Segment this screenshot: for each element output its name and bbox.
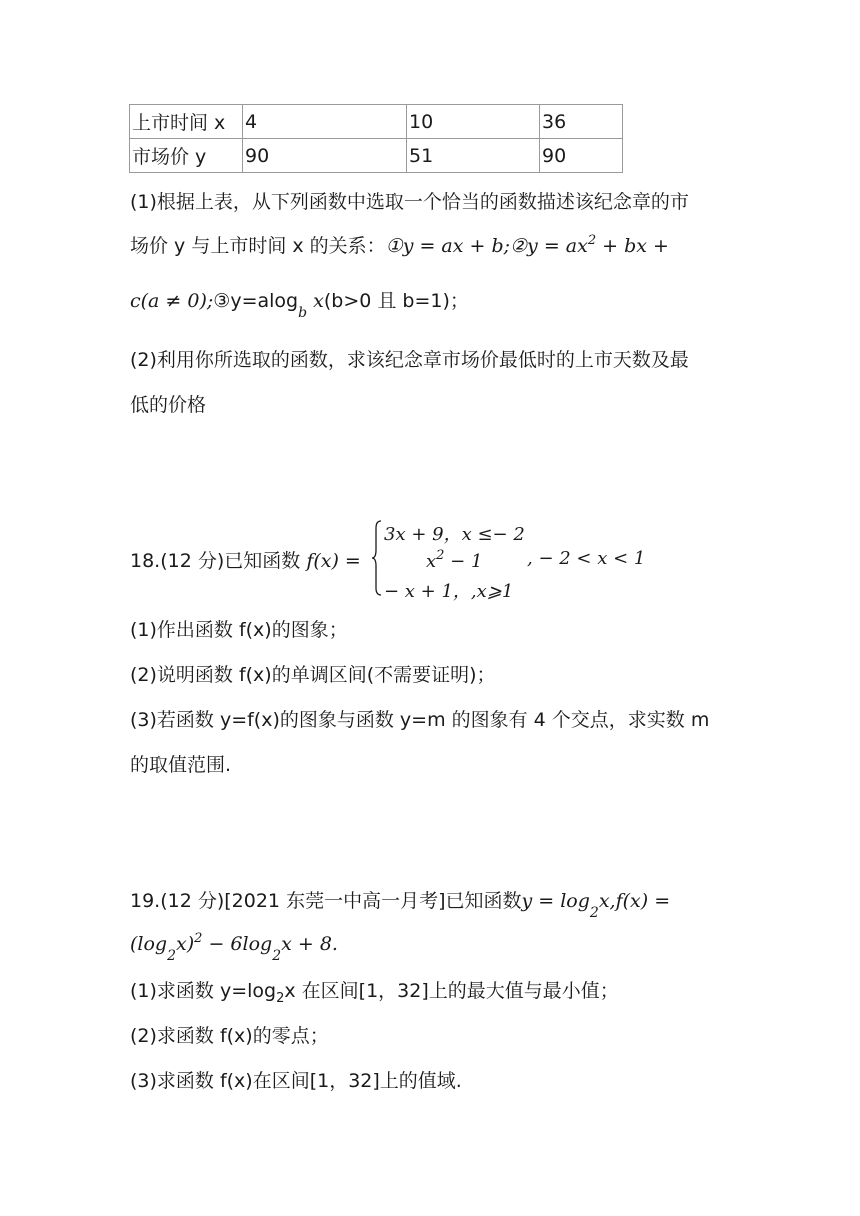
q17-part1-line2: [130, 231, 669, 258]
q18-function-name: 𝑓(𝑥) =: [306, 550, 361, 572]
table-cell: 上市时间 x: [130, 105, 243, 139]
q18-part3-line2: 的取值范围.: [130, 754, 232, 776]
q17-log-arg: 𝑥: [307, 290, 324, 312]
q18-stem: [130, 546, 361, 573]
q17-function-options: ①𝑦 = 𝑎𝑥 + 𝑏;②𝑦 = 𝑎𝑥: [385, 235, 588, 257]
q19-part1-text-tail: x 在区间[1，32]上的最大值与最小值；: [284, 980, 619, 1002]
table-cell: 市场价 y: [130, 139, 243, 173]
q19-part1-sub: 2: [276, 991, 285, 1006]
q17-log-option: ③y=alog: [213, 290, 299, 312]
q18-case-2-condition: , − 2 < 𝑥 < 1: [527, 548, 646, 569]
q19-stem-math-tail: 𝑥,𝑓(𝑥) =: [598, 890, 671, 912]
q19-stem-text: 19.(12 分)[2021 东莞一中高一月考]已知函数: [130, 890, 522, 912]
q19-def-part: 𝑥 + 8.: [281, 933, 338, 955]
q19-part1-text: (1)求函数 y=log: [130, 980, 277, 1002]
table-cell: 36: [540, 105, 623, 139]
q19-part3: (3)求函数 f(x)在区间[1，32]上的值域.: [130, 1070, 462, 1092]
q19-def-sub: 2: [272, 948, 282, 964]
table-row: [130, 139, 623, 173]
table-cell: 90: [540, 139, 623, 173]
q18-case-2: [426, 548, 482, 572]
q19-def-part: (log: [130, 933, 168, 955]
q17-condition: 𝑐(𝑎 ≠ 0);: [130, 290, 214, 312]
q17-log-base: b: [298, 305, 308, 321]
q19-part1: [130, 976, 619, 1006]
q19-function-definition: [130, 931, 338, 964]
table-cell: 10: [407, 105, 540, 139]
q18-part3-line1: (3)若函数 y=f(x)的图象与函数 y=m 的图象有 4 个交点，求实数 m: [130, 709, 710, 731]
q19-def-part: − 6log: [202, 933, 273, 955]
q18-stem-text: 18.(12 分)已知函数: [130, 550, 301, 572]
q19-def-exponent: 2: [194, 931, 203, 946]
q17-part1-line3: [130, 286, 469, 321]
q19-def-part: 𝑥): [176, 933, 195, 955]
q18-part2: (2)说明函数 f(x)的单调区间(不需要证明)；: [130, 664, 496, 686]
q17-part2-line1: (2)利用你所选取的函数，求该纪念章市场价最低时的上市天数及最: [130, 349, 689, 371]
table-cell: 51: [407, 139, 540, 173]
q18-case-1: 3𝑥 + 9，𝑥 ≤− 2: [384, 524, 525, 545]
q18-case-3: − 𝑥 + 1，,𝑥⩾1: [384, 581, 514, 602]
q17-part1-text: 场价 y 与上市时间 x 的关系：: [130, 235, 386, 257]
q17-function-options-tail: + 𝑏𝑥 +: [596, 235, 669, 257]
q19-part2: (2)求函数 f(x)的零点；: [130, 1025, 329, 1047]
q18-case-2-exponent: 2: [436, 548, 445, 563]
table-cell: 90: [243, 139, 407, 173]
q18-part1: (1)作出函数 f(x)的图象；: [130, 619, 348, 641]
piecewise-brace: [372, 520, 382, 596]
q17-part2-line2: 低的价格: [130, 394, 207, 416]
q19-stem: [130, 886, 670, 921]
price-table: [129, 104, 623, 173]
table-row: [130, 105, 623, 139]
q19-def-sub: 2: [167, 948, 177, 964]
q17-part1-line1: (1)根据上表，从下列函数中选取一个恰当的函数描述该纪念章的市: [130, 191, 689, 213]
q19-stem-math: 𝑦 = log: [521, 890, 590, 912]
table-cell: 4: [243, 105, 407, 139]
q17-log-condition: (b>0 且 b=1)；: [323, 290, 469, 312]
q19-stem-sub: 2: [589, 905, 599, 921]
q17-exponent: 2: [587, 233, 597, 248]
q18-case-2-tail: − 1: [444, 551, 483, 572]
q18-case-2-var: 𝑥: [426, 551, 437, 572]
